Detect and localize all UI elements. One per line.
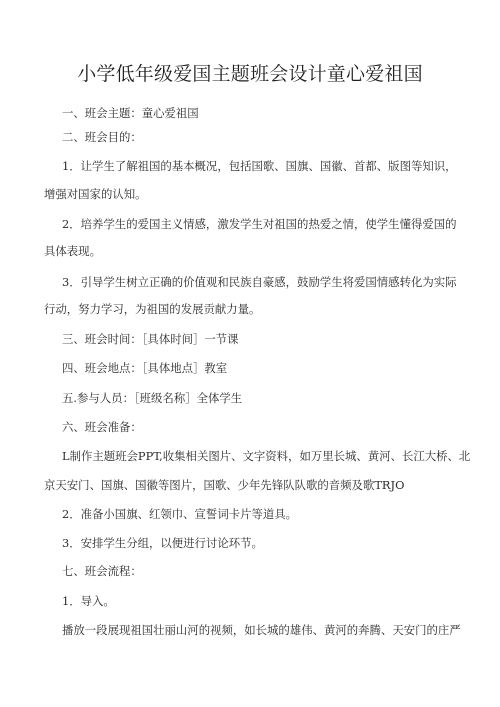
preparation-item-3: 3．安排学生分组，以便进行讨论环节。 xyxy=(62,536,263,550)
purpose-item-2-cont: 具体表现。 xyxy=(44,244,101,258)
purpose-item-3: 3．引导学生树立正确的价值观和民族自豪感，鼓励学生将爱国情感转化为实际 xyxy=(62,275,457,289)
purpose-item-2: 2．培养学生的爱国主义情感，激发学生对祖国的热爱之情，使学生懂得爱国的 xyxy=(62,217,457,231)
section-time: 三、班会时间：［具体时间］一节课 xyxy=(62,332,239,346)
section-participants: 五.参与人员：［班级名称］全体学生 xyxy=(62,391,243,405)
section-preparation-heading: 六、班会准备： xyxy=(62,420,142,434)
purpose-item-1-cont: 增强对国家的认知。 xyxy=(44,187,147,201)
purpose-item-3-cont: 行动，努力学习，为祖国的发展贡献力量。 xyxy=(44,302,261,316)
preparation-item-1-cont: 京天安门、国旗、国徽等图片，国歌、少年先锋队队歌的音频及歌TRJO xyxy=(44,478,405,492)
preparation-item-2: 2．准备小国旗、红领巾、宣誓词卡片等道具。 xyxy=(62,507,298,521)
section-process-heading: 七、班会流程： xyxy=(62,564,142,578)
section-theme: 一、班会主题：童心爱祖国 xyxy=(62,106,199,120)
purpose-item-1: 1．让学生了解祖国的基本概况，包括国歌、国旗、国徽、首都、版图等知识， xyxy=(62,159,457,173)
document-title: 小学低年级爱国主题班会设计童心爱祖国 xyxy=(77,63,423,85)
section-purpose-heading: 二、班会目的： xyxy=(62,130,142,144)
process-item-1-body: 播放一段展现祖国壮丽山河的视频，如长城的雄伟、黄河的奔腾、天安门的庄严 xyxy=(62,623,461,637)
preparation-item-1: L制作主题班会PPT,收集相关图片、文字资料，如万里长城、黄河、长江大桥、北 xyxy=(62,449,471,463)
section-location: 四、班会地点：［具体地点］教室 xyxy=(62,361,228,375)
process-item-1: 1．导入。 xyxy=(62,594,115,608)
